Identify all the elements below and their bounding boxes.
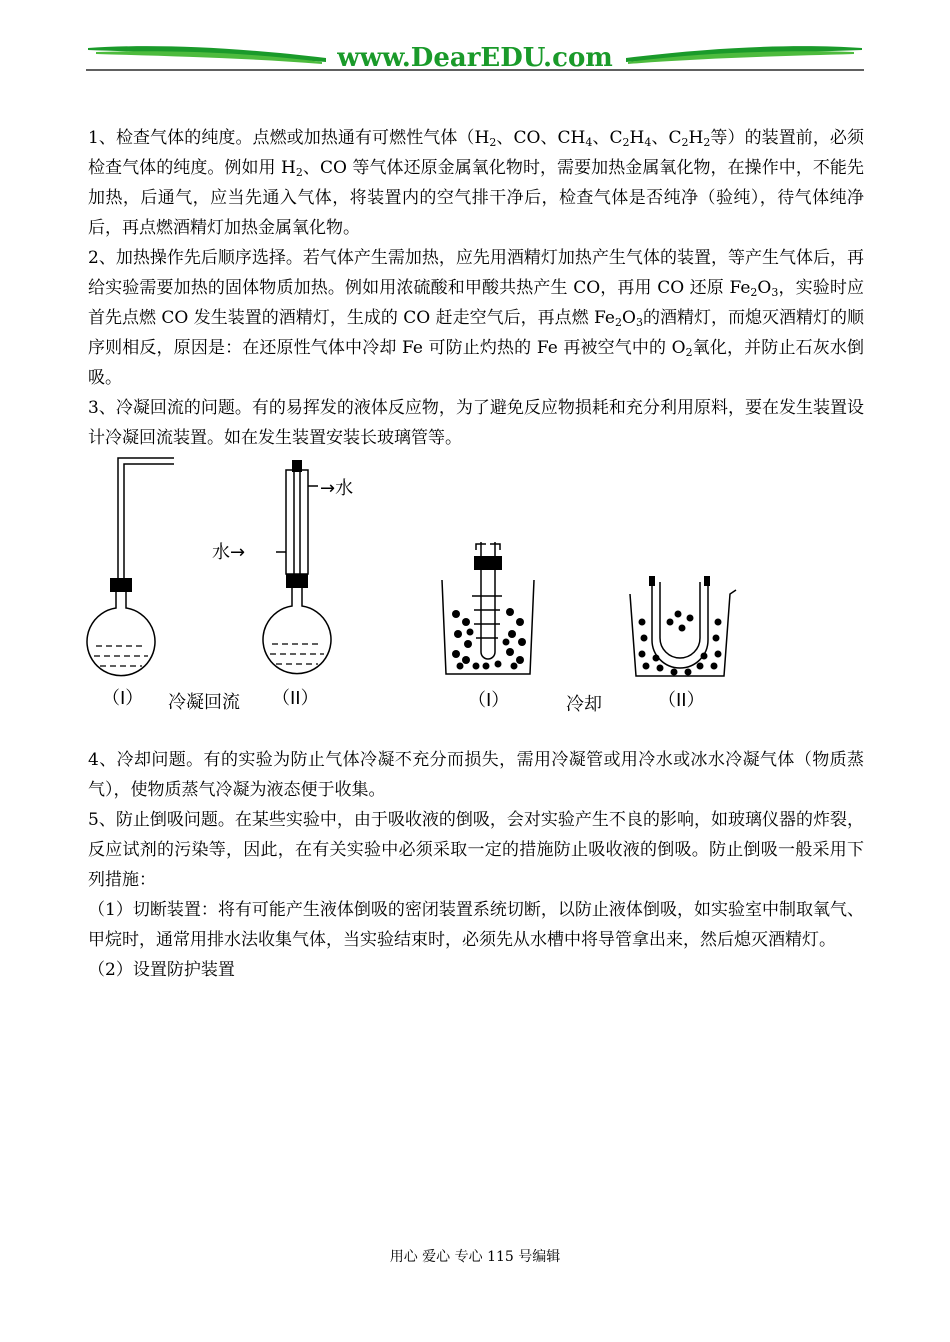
page-header: [86, 36, 864, 72]
condenser-inner: [294, 460, 300, 584]
label-flask-I: （I）: [102, 688, 144, 709]
paragraph-4: 4、冷却问题。有的实验为防止气体冷凝不充分而损失，需用冷凝管或用冷水或冰水冷凝气体（物质蒸气），使物质蒸气冷凝为液态便于收集。: [88, 750, 864, 800]
condenser-outer: [286, 470, 308, 574]
paragraph-1: 1、检查气体的纯度。点燃或加热通有可燃性气体（$H_2$、CO、$CH_4$、$C_2H_4$、$C_2H_2$等）的装置前，必须检查气体的纯度。例如用 $H_2$、CO 等气体还原金属氧化物时，需要加热金属氧化物，在操作中，不能先加热，后通气，应当先通入气体，将装置内的空气排干净后，检查气体是否纯净（验纯），待气体纯净后，再点燃酒精灯加热金属氧化物。: [88, 128, 865, 238]
page-footer: 用心 爱心 专心 115 号编辑: [389, 1249, 561, 1265]
label-water-out: →水: [320, 478, 354, 499]
paragraph-7: （2）设置防护装置: [88, 960, 235, 980]
paragraph-2: 2、加热操作先后顺序选择。若气体产生需加热，应先用酒精灯加热产生气体的装置，等产生气体后，再给实验需要加热的固体物质加热。例如用浓硫酸和甲酸共热产生 CO，再用 CO 还原 $Fe_2O_3$，实验时应首先点燃 CO 发生装置的酒精灯，生成的 CO 赶走空气后，再点燃 $Fe_2O_3$的酒精灯，而熄灭酒精灯的顺序则相反，原因是：在还原性气体中冷却 Fe 可防止灼热的 Fe 再被空气中的 $O_2$氧化，并防止石灰水倒吸。: [88, 248, 865, 388]
paragraph-6: （1）切断装置：将有可能产生液体倒吸的密闭装置系统切断，以防止液体倒吸，如实验室中制取氧气、甲烷时，通常用排水法收集气体，当实验结束时，必须先从水槽中将导管拿出来，然后熄灭酒精灯。: [88, 900, 864, 950]
caption-cooling: 冷却: [566, 694, 602, 715]
paragraph-5: 5、防止倒吸问题。在某些实验中，由于吸收液的倒吸，会对实验产生不良的影响，如玻璃仪器的炸裂，反应试剂的污染等，因此，在有关实验中必须采取一定的措施防止吸收液的倒吸。防止倒吸一般采用下列措施：: [88, 810, 864, 890]
label-beaker-II: （II）: [658, 690, 705, 711]
flask-left-I: [87, 590, 155, 676]
label-water-in: 水→: [212, 542, 246, 563]
u-tube: [652, 582, 708, 668]
header-banner: [86, 36, 864, 72]
body-text-upper: [88, 123, 864, 453]
site-name: www.DearEDU.com: [337, 43, 613, 72]
apparatus-figure: [86, 446, 866, 736]
body-text-lower: [88, 745, 864, 985]
flask-left-II: [263, 586, 331, 674]
label-beaker-I: （I）: [468, 690, 510, 711]
paragraph-3: 3、冷凝回流的问题。有的易挥发的液体反应物，为了避免反应物损耗和充分利用原料，要在发生装置设计冷凝回流装置。如在发生装置安装长玻璃管等。: [88, 398, 864, 448]
long-glass-tube: [118, 458, 174, 580]
label-flask-II: （II）: [272, 688, 319, 709]
apparatus-drawing: [86, 446, 866, 736]
caption-reflux: 冷凝回流: [168, 692, 240, 713]
